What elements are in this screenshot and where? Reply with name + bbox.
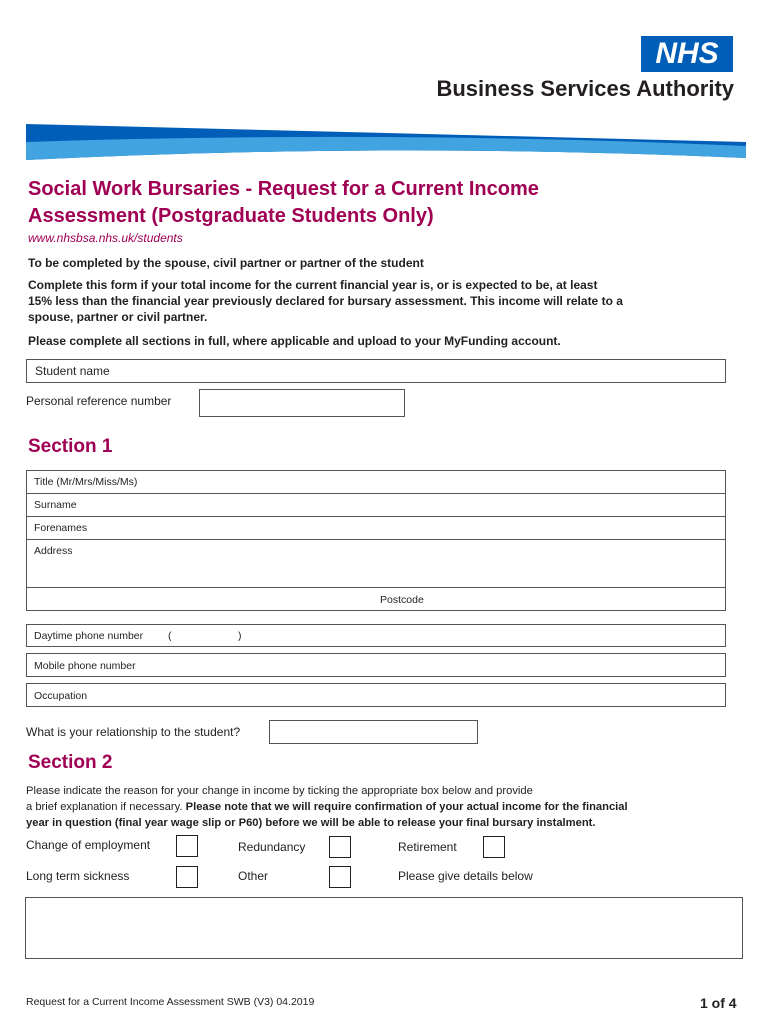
occupation-label: Occupation [34, 690, 88, 702]
area-code-open: ( [168, 630, 172, 642]
forenames-label: Forenames [34, 522, 88, 534]
section2-intro: Please indicate the reason for your change in income by ticking the appropriate box below and provide a brief explanation if necessary. Please note that we will require confirmation of your actual income for the financial year in question (final year wage slip or P60) before we will be able to release your final bursary instalment. [26, 785, 628, 829]
change-employment-checkbox[interactable] [176, 835, 198, 857]
long-term-sickness-checkbox[interactable] [176, 866, 198, 888]
nhs-logo: NHS [641, 36, 733, 72]
header-swoosh [26, 120, 746, 162]
mobile-phone-field[interactable] [26, 653, 726, 677]
daytime-phone-label: Daytime phone number [34, 630, 144, 642]
address-label: Address [34, 545, 73, 557]
upload-instruction: Please complete all sections in full, where applicable and upload to your MyFunding account. [28, 334, 561, 348]
reference-input[interactable] [199, 389, 405, 417]
details-prompt: Please give details below [398, 869, 533, 883]
surname-field[interactable] [27, 494, 725, 516]
retirement-label: Retirement [398, 840, 457, 854]
website-link[interactable]: www.nhsbsa.nhs.uk/students [28, 231, 183, 245]
postcode-label: Postcode [380, 594, 424, 606]
redundancy-checkbox[interactable] [329, 836, 351, 858]
reference-label: Personal reference number [26, 394, 172, 408]
address-field[interactable] [27, 540, 725, 587]
section1-heading: Section 1 [28, 436, 113, 457]
area-code-close: ) [238, 630, 242, 642]
other-label: Other [238, 869, 269, 883]
change-employment-label: Change of employment [26, 838, 151, 852]
retirement-checkbox[interactable] [483, 836, 505, 858]
daytime-phone-field[interactable] [26, 624, 726, 647]
org-name: Business Services Authority [436, 76, 734, 101]
page-title: Social Work Bursaries - Request for a Current Income Assessment (Postgraduate Students Only) [28, 178, 539, 227]
mobile-phone-label: Mobile phone number [34, 660, 136, 672]
surname-label: Surname [34, 499, 77, 511]
details-textarea[interactable] [25, 897, 743, 959]
page-number: 1 of 4 [700, 995, 737, 1011]
relationship-input[interactable] [269, 720, 478, 744]
title-label: Title (Mr/Mrs/Miss/Ms) [34, 476, 138, 488]
long-term-sickness-label: Long term sickness [26, 869, 130, 883]
student-name-label: Student name [35, 364, 110, 378]
occupation-field[interactable] [26, 683, 726, 707]
postcode-field[interactable] [27, 588, 725, 610]
other-checkbox[interactable] [329, 866, 351, 888]
completion-note: To be completed by the spouse, civil partner or partner of the student [28, 256, 424, 270]
redundancy-label: Redundancy [238, 840, 306, 854]
student-name-field[interactable] [26, 359, 726, 383]
title-field[interactable] [27, 471, 725, 493]
forenames-field[interactable] [27, 517, 725, 539]
section2-heading: Section 2 [28, 752, 113, 773]
relationship-label: What is your relationship to the student? [26, 725, 241, 739]
form-reference: Request for a Current Income Assessment SWB (V3) 04.2019 [26, 996, 315, 1008]
intro-paragraph: Complete this form if your total income for the current financial year is, or is expected to be, at least 15% less than the financial year previously declared for bursary assessment. This income will relate to a spouse, partner or civil partner. [28, 278, 623, 324]
